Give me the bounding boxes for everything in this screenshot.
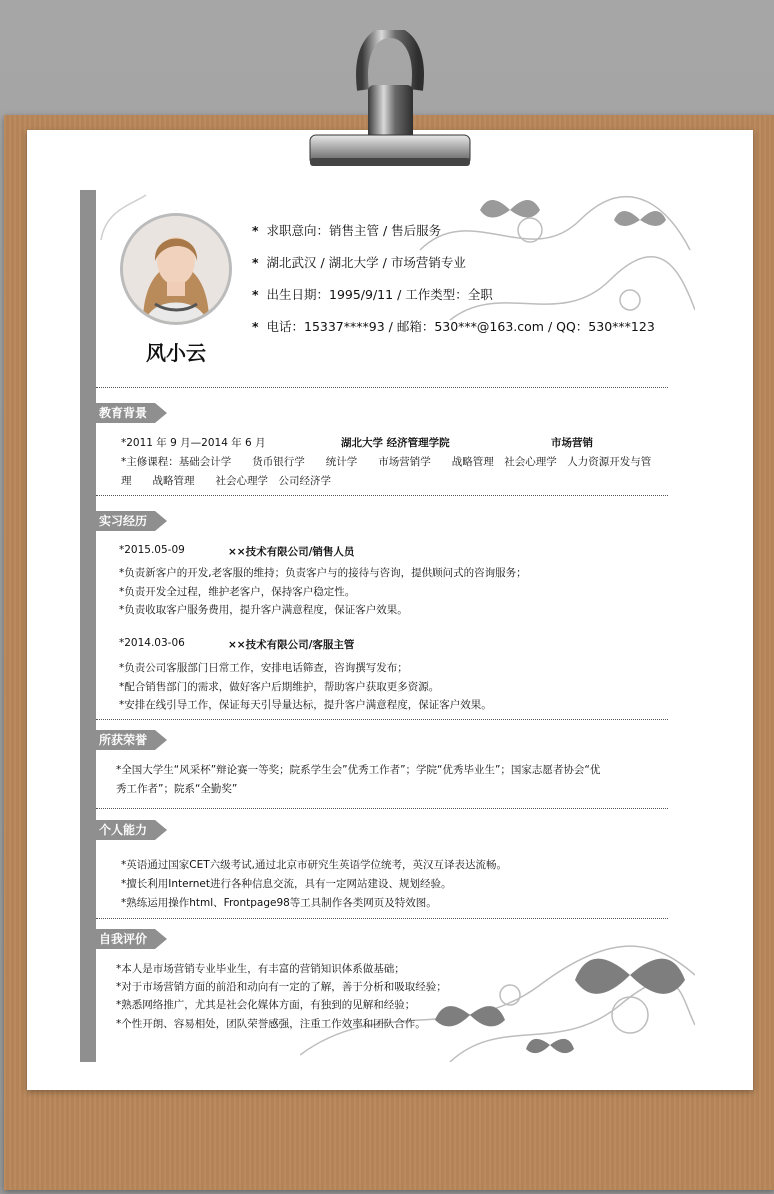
- divider: [96, 719, 668, 720]
- job-2-duty: *安排在线引导工作，保证每天引导量达标，提升客户满意程度，保证客户效果。: [119, 699, 492, 711]
- honors-line-1: *全国大学生“风采杯”辩论赛一等奖；院系学生会”优秀工作者”；学院“优秀毕业生”；国家志愿者协会“优: [116, 764, 601, 776]
- section-tag-abilities: 个人能力: [96, 820, 155, 840]
- info-line-contact: [252, 317, 655, 335]
- job-2-duty: *负责公司客服部门日常工作，安排电话筛查，咨询撰写发布；: [119, 662, 408, 674]
- job-1-duty: *负责新客户的开发,老客服的维持；负责客户与的接待与咨询，提供顾问式的咨询服务；: [119, 567, 527, 579]
- ability-item: *英语通过国家CET六级考试,通过北京市研究生英语学位统考，英汉互译表达流畅。: [121, 859, 507, 871]
- self-eval-item: *熟悉网络推广，尤其是社会化媒体方面，有独到的见解和经验；: [116, 999, 416, 1011]
- job-1-duty: *负责收取客户服务费用，提升客户满意程度，保证客户效果。: [119, 604, 408, 616]
- bullet: *: [252, 255, 259, 270]
- left-sidebar-bar: [80, 190, 96, 1062]
- education-period: *2011 年 9 月—2014 年 6 月: [121, 437, 266, 449]
- ability-item: *擅长利用Internet进行各种信息交流，具有一定网站建设、规划经验。: [121, 878, 452, 890]
- education-courses-1: *主修课程：基础会计学 货币银行学 统计学 市场营销学 战略管理 社会心理学 人力资源开发与管: [121, 456, 652, 468]
- binder-clip-icon: [298, 30, 483, 180]
- section-tag-self-evaluation: 自我评价: [96, 929, 155, 949]
- job-1-date: *2015.05-09: [119, 544, 185, 556]
- section-tag-internship: 实习经历: [96, 511, 155, 531]
- section-tag-honors: 所获荣誉: [96, 730, 155, 750]
- contact-text: 电话：15337****93 / 邮箱：530***@163.com / QQ：530***123: [266, 319, 655, 334]
- education-courses-2: 理 战略管理 社会心理学 公司经济学: [121, 475, 331, 487]
- job-1-duty: *负责开发全过程，维护老客户，保持客户稳定性。: [119, 586, 356, 598]
- objective-text: 求职意向：销售主管 / 售后服务: [266, 223, 442, 238]
- ability-item: *熟练运用操作html、Frontpage98等工具制作各类网页及特效图。: [121, 897, 437, 909]
- honors-line-2: 秀工作者”；院系“全勤奖”: [116, 783, 238, 795]
- bullet: *: [252, 287, 259, 302]
- section-tag-education: 教育背景: [96, 403, 155, 423]
- info-line-location: [252, 253, 466, 271]
- self-eval-item: *对于市场营销方面的前沿和动向有一定的了解，善于分析和吸取经验；: [116, 981, 447, 993]
- job-2-company: ××技术有限公司/客服主管: [228, 639, 355, 651]
- location-text: 湖北武汉 / 湖北大学 / 市场营销专业: [266, 255, 466, 270]
- candidate-name: 风小云: [146, 341, 206, 365]
- education-school: 湖北大学 经济管理学院: [341, 437, 450, 449]
- self-eval-item: *个性开朗、容易相处，团队荣誉感强，注重工作效率和团队合作。: [116, 1018, 426, 1030]
- job-1-company: ××技术有限公司/销售人员: [228, 546, 355, 558]
- job-2-date: *2014.03-06: [119, 637, 185, 649]
- divider: [96, 808, 668, 809]
- portrait-icon: [123, 216, 229, 322]
- bullet: *: [252, 223, 259, 238]
- divider: [96, 918, 668, 919]
- birth-text: 出生日期：1995/9/11 / 工作类型：全职: [266, 287, 493, 302]
- info-line-objective: [252, 221, 441, 239]
- profile-photo: [123, 216, 229, 322]
- info-line-birth: [252, 285, 493, 303]
- education-major: 市场营销: [551, 437, 593, 449]
- bullet: *: [252, 319, 259, 334]
- divider: [96, 495, 668, 496]
- divider: [96, 387, 668, 388]
- self-eval-item: *本人是市场营销专业毕业生，有丰富的营销知识体系做基础；: [116, 963, 405, 975]
- job-2-duty: *配合销售部门的需求，做好客户后期维护，帮助客户获取更多资源。: [119, 681, 440, 693]
